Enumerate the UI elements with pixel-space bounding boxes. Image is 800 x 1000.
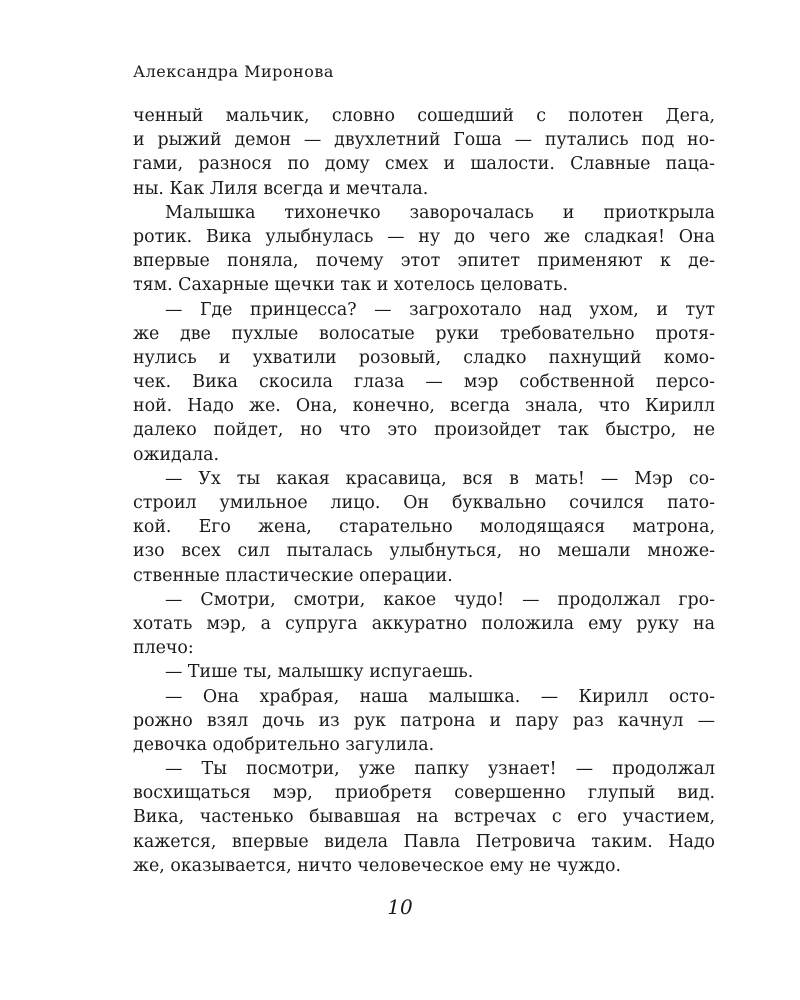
text-line: ны. Как Лиля всегда и мечтала. <box>133 178 429 199</box>
text-line: Малышка тихонечко заворочалась и приоткрыла <box>165 202 715 223</box>
text-line: плечо: <box>133 638 194 659</box>
text-line: впервые поняла, почему этот эпитет применяют к де- <box>133 251 715 272</box>
text-line: кажется, впервые видела Павла Петровича таким. Надо <box>133 831 715 852</box>
text-line: же, оказывается, ничто человеческое ему не чуждо. <box>133 855 622 876</box>
text-line: рожно взял дочь из рук патрона и пару раз качнул — <box>133 710 715 731</box>
page-number: 10 <box>387 895 413 919</box>
text-line: — Ты посмотри, уже папку узнает! — продолжал <box>165 759 715 780</box>
text-line: и рыжий демон — двухлетний Гоша — путались под но- <box>133 130 715 151</box>
text-line: — Где принцесса? — загрохотало над ухом, и тут <box>165 299 715 320</box>
text-line: строил умильное лицо. Он буквально сочился пато- <box>133 493 715 513</box>
text-line: восхищаться мэр, приобретя совершенно глупый вид. <box>133 783 715 804</box>
running-head-author: Александра Миронова <box>133 62 334 81</box>
text-line: изо всех сил пыталась улыбнуться, но мешали множе- <box>133 541 715 562</box>
text-line: нулись и ухватили розовый, сладко пахнущий комо- <box>133 347 715 368</box>
text-line: — Ух ты какая красавица, вся в мать! — Мэр со- <box>165 468 715 489</box>
text-line: — Тише ты, малышку испугаешь. <box>165 662 474 683</box>
text-line: — Смотри, смотри, какое чудо! — продолжал гро- <box>165 589 715 610</box>
text-line: далеко пойдет, но что это произойдет так быстро, не <box>133 420 715 441</box>
text-line: хотать мэр, а супруга аккуратно положила ему руку на <box>133 613 715 634</box>
body-text <box>133 104 715 878</box>
text-line: гами, разнося по дому смех и шалости. Славные паца- <box>133 154 715 175</box>
text-line: тям. Сахарные щечки так и хотелось целовать. <box>133 275 569 296</box>
text-line: же две пухлые волосатые руки требовательно протя- <box>133 323 715 344</box>
text-line: ожидала. <box>133 444 220 465</box>
text-line: девочка одобрительно загулила. <box>133 734 435 755</box>
text-line: ротик. Вика улыбнулась — ну до чего же сладкая! Она <box>133 226 715 247</box>
text-line: Вика, частенько бывавшая на встречах с его участием, <box>133 807 715 828</box>
text-line: — Она храбрая, наша малышка. — Кирилл осто- <box>165 686 715 707</box>
text-line: ной. Надо же. Она, конечно, всегда знала, что Кирилл <box>133 396 715 417</box>
text-line: ственные пластические операции. <box>133 565 453 586</box>
text-line: ченный мальчик, словно сошедший с полотен Дега, <box>133 106 715 126</box>
text-line: кой. Его жена, старательно молодящаяся матрона, <box>133 517 715 538</box>
text-line: чек. Вика скосила глаза — мэр собственной персо- <box>133 372 715 393</box>
